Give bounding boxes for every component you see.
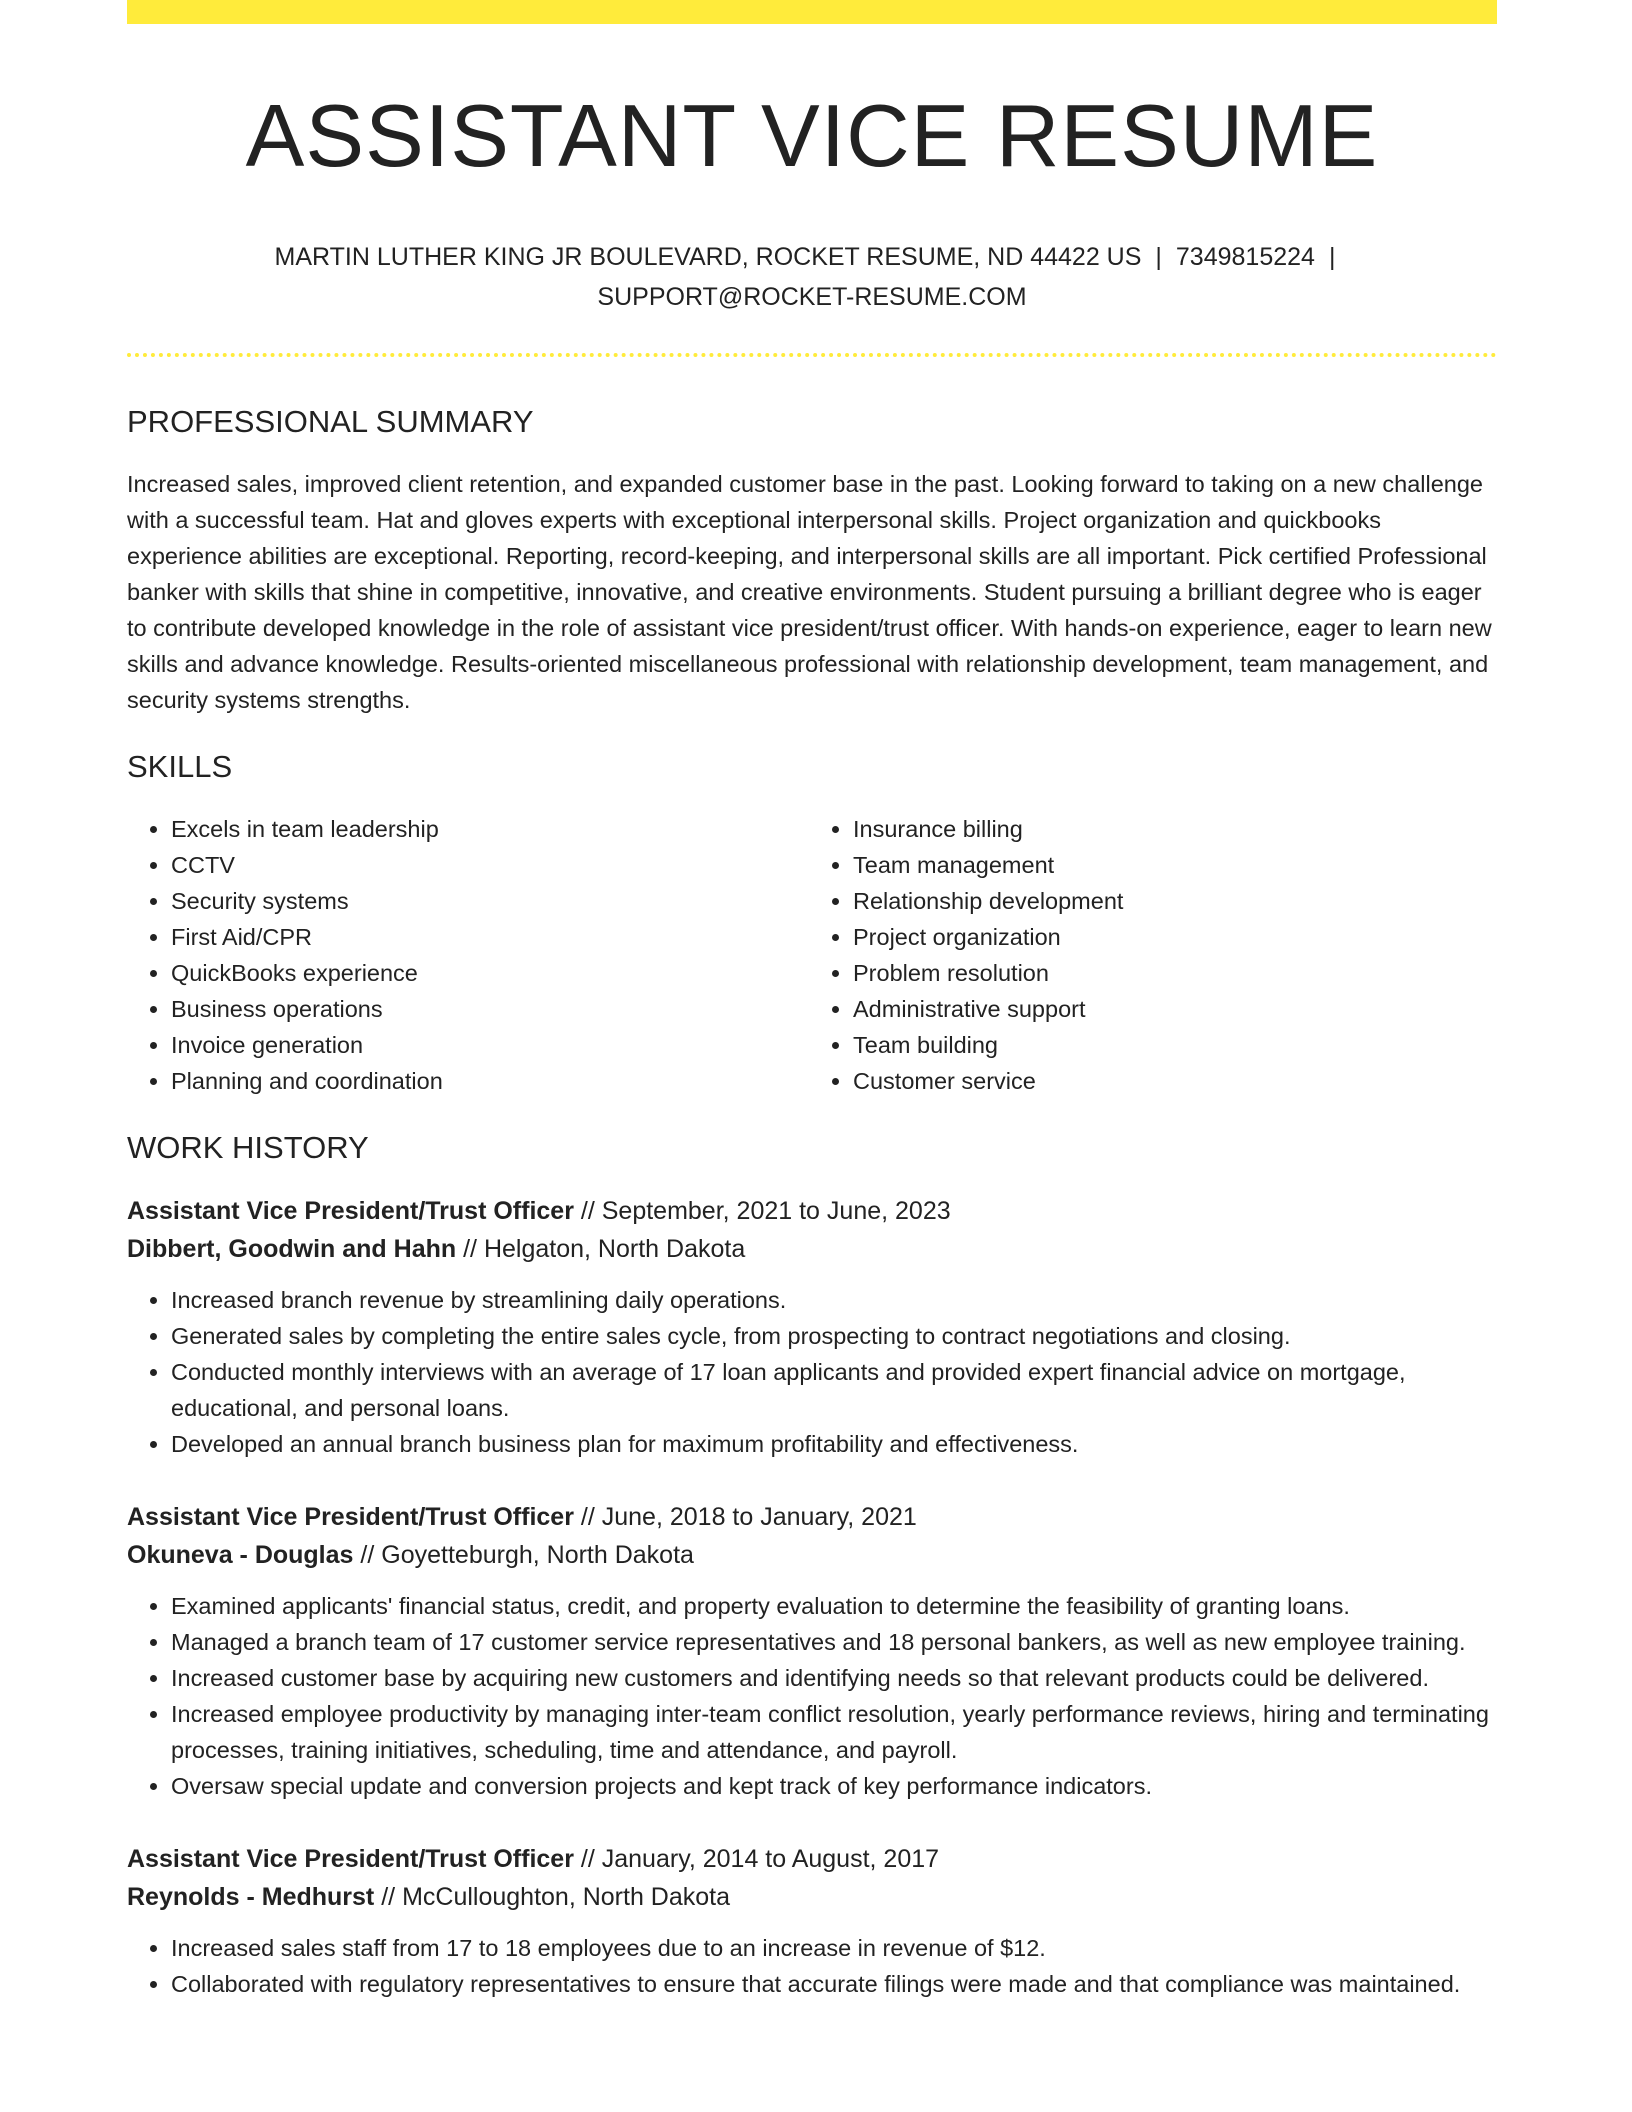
address: MARTIN LUTHER KING JR BOULEVARD, ROCKET RESUME, ND 44422 US (274, 242, 1142, 271)
company-name: Okuneva - Douglas (127, 1541, 354, 1570)
skill-item: • Relationship development (853, 883, 1483, 919)
job-bullets (127, 1588, 1497, 1804)
job-dates: January, 2014 to August, 2017 (601, 1845, 940, 1874)
job-dates: June, 2018 to January, 2021 (601, 1503, 917, 1532)
company-name: Reynolds - Medhurst (127, 1883, 375, 1912)
job-separator: // (463, 1235, 478, 1264)
job-bullet: • Increased sales staff from 17 to 18 employees due to an increase in revenue of $12. (171, 1930, 1497, 1966)
job-entry (127, 1840, 1497, 2002)
skill-item: • Administrative support (853, 991, 1483, 1027)
work-history-heading: WORK HISTORY (127, 1130, 369, 1166)
skill-item: • Planning and coordination (171, 1063, 801, 1099)
skills-list (127, 811, 1497, 1099)
skill-item: • QuickBooks experience (171, 955, 801, 991)
skill-item: • CCTV (171, 847, 801, 883)
contact-separator: | (1155, 242, 1162, 271)
job-bullet: • Developed an annual branch business plan for maximum profitability and effectiveness. (171, 1426, 1497, 1462)
job-separator: // (381, 1883, 396, 1912)
accent-bar (127, 0, 1497, 24)
skills-column-right (801, 811, 1483, 1099)
job-title-line (127, 1498, 1497, 1536)
job-bullet: • Examined applicants' financial status, credit, and property evaluation to determine the feasibility of granting loans. (171, 1588, 1497, 1624)
job-title: Assistant Vice President/Trust Officer (127, 1197, 574, 1226)
skill-item: • Business operations (171, 991, 801, 1027)
contact-info (262, 237, 1362, 317)
job-bullets (127, 1930, 1497, 2002)
job-company-line (127, 1230, 1497, 1268)
job-title-line (127, 1840, 1497, 1878)
skill-item: • Invoice generation (171, 1027, 801, 1063)
job-title: Assistant Vice President/Trust Officer (127, 1845, 574, 1874)
skill-item: • Team management (853, 847, 1483, 883)
skill-item: • Excels in team leadership (171, 811, 801, 847)
job-location: Goyetteburgh, North Dakota (381, 1541, 694, 1570)
job-bullet: • Increased employee productivity by managing inter-team conflict resolution, yearly performance reviews, hiring and terminating processes, training initiatives, scheduling, time and attendance, and payroll. (171, 1696, 1497, 1768)
phone[interactable]: 7349815224 (1175, 242, 1315, 271)
job-separator: // (360, 1541, 375, 1570)
job-company-line (127, 1536, 1497, 1574)
job-dates: September, 2021 to June, 2023 (601, 1197, 951, 1226)
work-history-list (127, 1192, 1497, 2002)
job-bullet: • Oversaw special update and conversion projects and kept track of key performance indicators. (171, 1768, 1497, 1804)
job-title-line (127, 1192, 1497, 1230)
job-location: Helgaton, North Dakota (483, 1235, 746, 1264)
skill-item: • Customer service (853, 1063, 1483, 1099)
skill-item: • Security systems (171, 883, 801, 919)
job-bullet: • Collaborated with regulatory representatives to ensure that accurate filings were made and that compliance was maintained. (171, 1966, 1497, 2002)
job-entry (127, 1192, 1497, 1462)
job-separator: // (580, 1845, 595, 1874)
resume-page (127, 0, 1497, 2002)
job-location: McCulloughton, North Dakota (402, 1883, 731, 1912)
skill-item: • Project organization (853, 919, 1483, 955)
skills-heading: SKILLS (127, 748, 233, 784)
skill-item: • Team building (853, 1027, 1483, 1063)
job-bullet: • Generated sales by completing the entire sales cycle, from prospecting to contract negotiations and closing. (171, 1318, 1497, 1354)
email[interactable]: SUPPORT@ROCKET-RESUME.COM (597, 282, 1027, 311)
job-bullet: • Managed a branch team of 17 customer service representatives and 18 personal bankers, as well as new employee training. (171, 1624, 1497, 1660)
skill-item: • Problem resolution (853, 955, 1483, 991)
skill-item: • Insurance billing (853, 811, 1483, 847)
dotted-divider (127, 353, 1497, 357)
job-separator: // (580, 1503, 595, 1532)
contact-separator: | (1328, 242, 1336, 271)
company-name: Dibbert, Goodwin and Hahn (127, 1235, 457, 1264)
resume-title: ASSISTANT VICE RESUME (245, 86, 1379, 185)
summary-heading: PROFESSIONAL SUMMARY (127, 403, 534, 439)
job-title: Assistant Vice President/Trust Officer (127, 1503, 574, 1532)
job-bullet: • Increased branch revenue by streamlining daily operations. (171, 1282, 1497, 1318)
job-company-line (127, 1878, 1497, 1916)
job-entry (127, 1498, 1497, 1804)
job-bullet: • Conducted monthly interviews with an average of 17 loan applicants and provided expert financial advice on mortgage, educational, and personal loans. (171, 1354, 1497, 1426)
skill-item: • First Aid/CPR (171, 919, 801, 955)
job-bullets (127, 1282, 1497, 1462)
job-separator: // (580, 1197, 595, 1226)
job-bullet: • Increased customer base by acquiring new customers and identifying needs so that relevant products could be delivered. (171, 1660, 1497, 1696)
skills-column-left (127, 811, 801, 1099)
summary-text: Increased sales, improved client retention, and expanded customer base in the past. Looking forward to taking on a new challenge with a successful team. Hat and gloves experts with exceptional interpersonal skills. Project organization and quickbooks experience abilities are exceptional. Reporting, record-keeping, and interpersonal skills are all important. Pick certified Professional banker with skills that shine in competitive, innovative, and creative environments. Student pursuing a brilliant degree who is eager to contribute developed knowledge in the role of assistant vice president/trust officer. With hands-on experience, eager to learn new skills and advance knowledge. Results-oriented miscellaneous professional with relationship development, team management, and security systems strengths. (127, 470, 1492, 713)
